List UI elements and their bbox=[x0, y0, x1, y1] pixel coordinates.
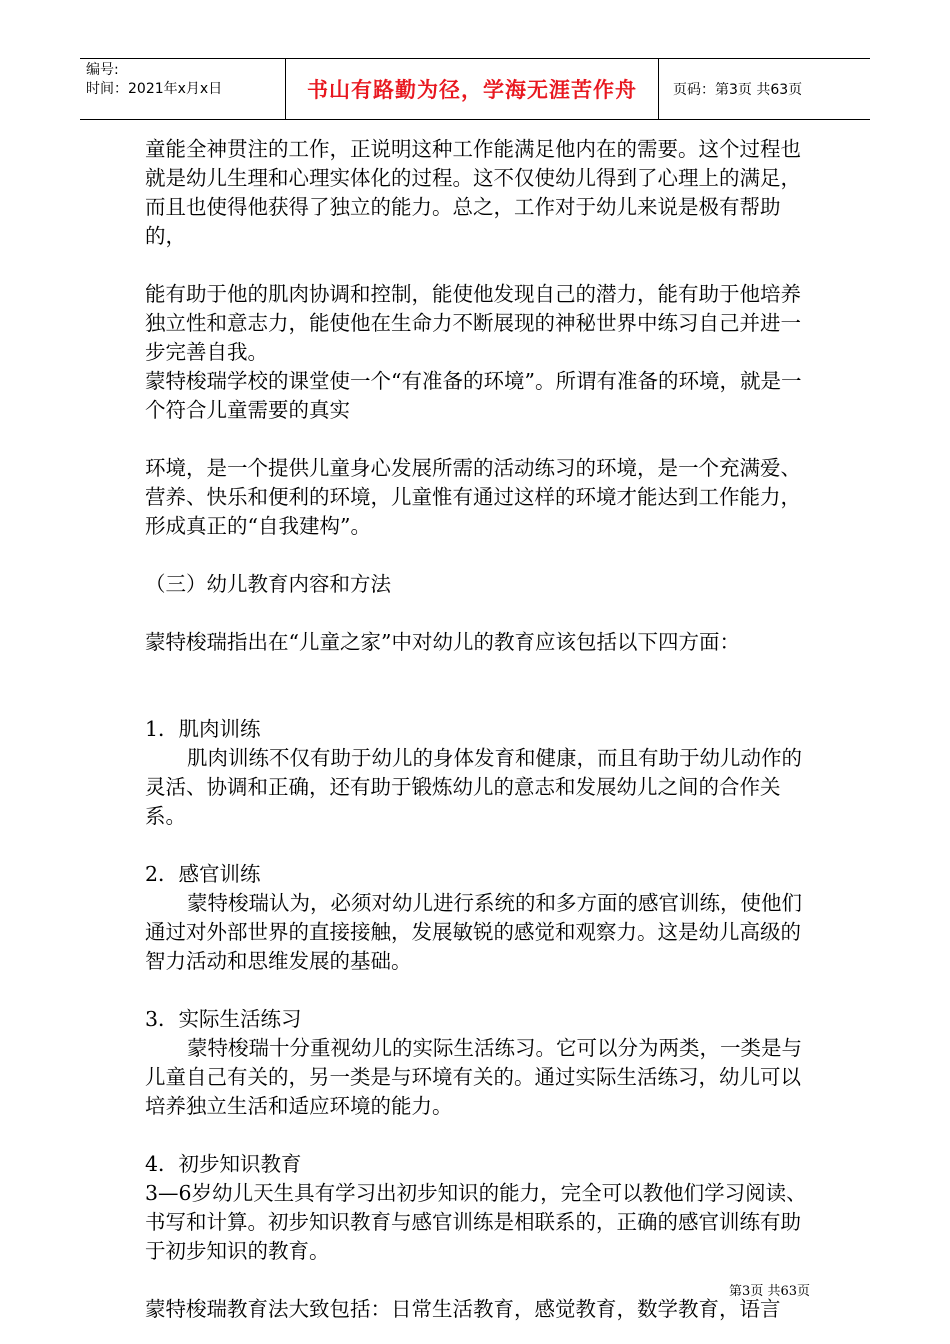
paragraph: 蒙特梭瑞认为，必须对幼儿进行系统的和多方面的感官训练，使他们通过对外部世界的直接接触，发展敏锐的感觉和观察力。这是幼儿高级的智力活动和思维发展的基础。 bbox=[145, 891, 802, 973]
paragraph: 蒙特梭瑞十分重视幼儿的实际生活练习。它可以分为两类，一类是与儿童自己有关的，另一类是与环境有关的。通过实际生活练习，幼儿可以培养独立生活和适应环境的能力。 bbox=[145, 1036, 802, 1118]
paragraph: 能有助于他的肌肉协调和控制，能使他发现自己的潜力，能有助于他培养独立性和意志力，能使他在生命力不断展现的神秘世界中练习自己并进一步完善自我。 bbox=[145, 282, 801, 364]
list-item-heading: 1．肌肉训练 bbox=[145, 717, 261, 741]
document-time-label: 时间：2021年x月x日 bbox=[86, 81, 223, 97]
list-item-heading: 3．实际生活练习 bbox=[145, 1007, 302, 1031]
paragraph: 环境，是一个提供儿童身心发展所需的活动练习的环境，是一个充满爱、营养、快乐和便利的环境，儿童惟有通过这样的环境才能达到工作能力，形成真正的“自我建构”。 bbox=[145, 456, 801, 538]
document-number-label: 编号: bbox=[86, 62, 119, 78]
paragraph: 蒙特梭瑞指出在“儿童之家”中对幼儿的教育应该包括以下四方面： bbox=[145, 630, 740, 654]
paragraph: 3—6岁幼儿天生具有学习出初步知识的能力，完全可以教他们学习阅读、书写和计算。初步知识教育与感官训练是相联系的，正确的感官训练有助于初步知识的教育。 bbox=[145, 1181, 807, 1263]
paragraph: 蒙特梭瑞教育法大致包括：日常生活教育，感觉教育，数学教育，语言 bbox=[145, 1297, 781, 1321]
paragraph: 蒙特梭瑞学校的课堂使一个“有准备的环境”。所谓有准备的环境，就是一个符合儿童需要的真实 bbox=[145, 369, 802, 422]
list-item-heading: 4．初步知识教育 bbox=[145, 1152, 302, 1176]
page-footer: 第3页 共63页 bbox=[729, 1284, 810, 1299]
section-heading: （三）幼儿教育内容和方法 bbox=[145, 572, 391, 596]
list-item-heading: 2．感官训练 bbox=[145, 862, 261, 886]
header-page-number: 页码：第3页 共63页 bbox=[673, 82, 803, 98]
page-header bbox=[80, 58, 870, 120]
header-motto: 书山有路勤为径，学海无涯苦作舟 bbox=[286, 59, 659, 119]
header-meta bbox=[80, 59, 286, 119]
document-body bbox=[145, 135, 813, 1324]
paragraph: 童能全神贯注的工作，正说明这种工作能满足他内在的需要。这个过程也就是幼儿生理和心理实体化的过程。这不仅使幼儿得到了心理上的满足，而且也使得他获得了独立的能力。总之，工作对于幼儿来说是极有帮助的， bbox=[145, 137, 801, 248]
paragraph: 肌肉训练不仅有助于幼儿的身体发育和健康，而且有助于幼儿动作的灵活、协调和正确，还有助于锻炼幼儿的意志和发展幼儿之间的合作关系。 bbox=[145, 746, 802, 828]
